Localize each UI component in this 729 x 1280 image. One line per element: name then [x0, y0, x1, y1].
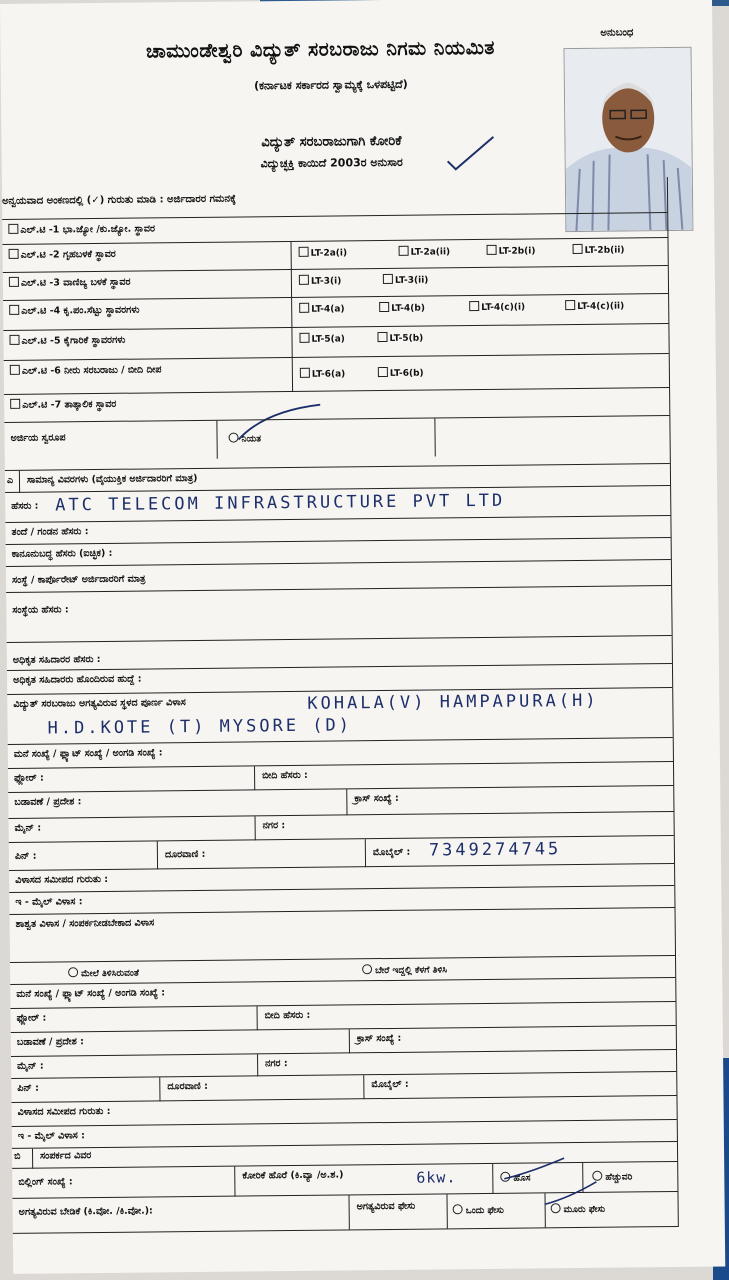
floor-row: ಫ್ಲೋರ್ : ಬೀದಿ ಹೆಸರು :: [8, 761, 673, 793]
contact-row-2: ಪಿನ್ : ದೂರವಾಣಿ : ಮೊಬೈಲ್ :: [11, 1071, 676, 1103]
house-row: ಮನೆ ಸಂಖ್ಯೆ / ಫ್ಲ್ಯಾಟ್ ಸಂಖ್ಯೆ / ಅಂಗಡಿ ಸಂಖ್ಯೆ :: [8, 737, 673, 769]
checkbox[interactable]: [377, 332, 387, 342]
name-row: ಹೆಸರು : ATC TELECOM INFRASTRUCTURE PVT LTD: [5, 485, 670, 523]
checkbox[interactable]: [299, 247, 309, 257]
checkbox[interactable]: [9, 335, 19, 345]
house-row-2: ಮನೆ ಸಂಖ್ಯೆ / ಫ್ಲ್ಯಾಟ್ ಸಂಖ್ಯೆ / ಅಂಗಡಿ ಸಂಖ್ಯೆ :: [10, 977, 675, 1009]
radio[interactable]: [229, 433, 239, 443]
mobile-value: 7349274745: [428, 839, 562, 861]
name-value: ATC TELECOM INFRASTRUCTURE PVT LTD: [55, 490, 506, 516]
form-title: ವಿದ್ಯುತ್ ಸರಬರಾಜುಗಾಗಿ ಕೋರಿಕೆ: [261, 133, 402, 151]
checkbox[interactable]: [299, 303, 309, 313]
area-row: ಬಡಾವಣೆ / ಪ್ರದೇಶ : ಕ್ರಾಸ್ ಸಂಖ್ಯೆ :: [8, 785, 673, 819]
checkbox[interactable]: [383, 274, 393, 284]
radio[interactable]: [362, 964, 372, 974]
floor-row-2: ಫ್ಲೋರ್ : ಬೀದಿ ಹೆಸರು :: [11, 1001, 676, 1033]
load-value: 6kw.: [416, 1168, 457, 1187]
checkbox[interactable]: [10, 399, 20, 409]
checkbox[interactable]: [9, 249, 19, 259]
radio[interactable]: [453, 1204, 463, 1214]
contact-row: ಪಿನ್ : ದೂರವಾಣಿ : ಮೊಬೈಲ್ : 7349274745: [9, 835, 674, 871]
surname-row: ಕಾನೂನುಬದ್ಧ ಹೆಸರು (ಐಚ್ಛಿಕ) :: [6, 537, 671, 567]
checkbox[interactable]: [10, 365, 20, 375]
email-row: ಇ - ಮೈಲ್ ವಿಳಾಸ :: [9, 885, 674, 915]
category-row-7: ಎಲ್.ಟಿ -7 ತಾತ್ಕಾಲಿಕ ಸ್ಥಾವರ: [4, 387, 669, 423]
category-row-5: ಎಲ್.ಟಿ -5 ಕೈಗಾರಿಕೆ ಸ್ಥಾವರಗಳು LT-5(a) LT-5(b): [3, 323, 668, 361]
main-row: ಮೈನ್ : ನಗರ :: [9, 811, 674, 843]
checkbox[interactable]: [8, 224, 18, 234]
address-choice-row: ಮೇಲೆ ತಿಳಿಸಿರುವಂತೆ ಬೇರೆ ಇದ್ದಲ್ಲಿ ಕೆಳಗೆ ತಿಳಿಸಿ: [10, 955, 675, 985]
form-subtitle: ವಿದ್ಯುಚ್ಛಕ್ತಿ ಕಾಯಿದೆ 2003ರ ಅನುಸಾರ: [260, 155, 403, 171]
area-row-2: ಬಡಾವಣೆ / ಪ್ರದೇಶ : ಕ್ರಾಸ್ ಸಂಖ್ಯೆ :: [11, 1025, 676, 1057]
signature-tick: [441, 131, 501, 177]
corner-mark: ಅನುಬಂಧ: [600, 27, 634, 39]
checkbox[interactable]: [573, 244, 583, 254]
company-title: ಚಾಮುಂಡೇಶ್ವರಿ ವಿದ್ಯುತ್ ಸರಬರಾಜು ನಿಗಮ ನಿಯಮಿತ: [145, 36, 496, 63]
phase-row: ಅಗತ್ಯವಿರುವ ಬೇಡಿಕೆ (ಕಿ.ವೋ. /ಕಿ.ವೋ.): ಅಗತ್ಯವಿರುವ ಫೇಸು ಒಂದು ಫೇಸು ಮೂರು ಫೇಸು: [13, 1191, 678, 1234]
category-row-2: ಎಲ್.ಟಿ -2 ಗೃಹಬಳಕೆ ಸ್ಥಾವರ LT-2a(i) LT-2a(ii) LT-2b(i) LT-2b(ii): [3, 237, 668, 273]
checkbox[interactable]: [9, 277, 19, 287]
category-row-6: ಎಲ್.ಟಿ -6 ನೀರು ಸರಬರಾಜು / ಬೀದಿ ದೀಪ LT-6(a) LT-6(b): [4, 353, 669, 395]
org-row: ಸಂಸ್ಥೆ / ಕಾರ್ಪೊರೇಟ್ ಅರ್ಜಿದಾರರಿಗೆ ಮಾತ್ರ: [6, 559, 671, 593]
checkbox[interactable]: [469, 301, 479, 311]
section-a-heading: ಎ ಸಾಮಾನ್ಯ ವಿವರಗಳು (ವೈಯುಕ್ತಿಕ ಅರ್ಜಿದಾರರಿಗೆ ಮಾತ್ರ): [5, 463, 670, 493]
comm-address-row: ಶಾಶ್ವತ ವಿಳಾಸ / ಸಂಪರ್ಕನೀಡಬೇಕಾದ ವಿಳಾಸ: [10, 907, 675, 963]
radio[interactable]: [68, 967, 78, 977]
checkbox[interactable]: [378, 367, 388, 377]
father-row: ತಂದೆ / ಗಂಡನ ಹೆಸರು :: [5, 515, 670, 545]
instruction-text: ಅನ್ವಯವಾದ ಅಂಕಣದಲ್ಲಿ (✓) ಗುರುತು ಮಾಡಿ : ಅರ್ಜಿದಾರರ ಗಮನಕ್ಕೆ: [2, 193, 236, 207]
address-line-1: KOHALA(V) HAMPAPURA(H): [307, 690, 599, 714]
checkbox[interactable]: [299, 333, 309, 343]
main-row-2: ಮೈನ್ : ನಗರ :: [11, 1049, 676, 1079]
checkbox[interactable]: [565, 300, 575, 310]
auth-desig-row: ಅಧಿಕೃತ ಸಹಿದಾರರು ಹೊಂದಿರುವ ಹುದ್ದೆ :: [7, 663, 672, 695]
load-row: ಬಿಲ್ಲಿಂಗ್ ಸಂಖ್ಯೆ : ಕೋರಿಕೆ ಹೊರೆ (ಕಿ.ವ್ಯಾ /ಅ.ಶ.) 6kw. ಹೊಸ ಹೆಚ್ಚುವರಿ: [12, 1161, 677, 1199]
auth-row: ಅಧಿಕೃತ ಸಹಿದಾರರ ಹೆಸರು :: [7, 635, 672, 671]
check-stroke-phase: [540, 1178, 600, 1209]
checkbox[interactable]: [399, 246, 409, 256]
category-row-1: ಎಲ್.ಟಿ -1 ಭಾ.ಜ್ಯೋ /ಕು.ಜ್ಯೋ. ಸ್ಥಾವರ: [2, 212, 667, 244]
email-row-2: ಇ - ಮೈಲ್ ವಿಳಾಸ :: [12, 1119, 677, 1149]
landmark-row: ವಿಳಾಸದ ಸಮೀಪದ ಗುರುತು :: [9, 863, 674, 893]
category-row-4: ಎಲ್.ಟಿ -4 ಕೃ.ಪಂ.ಸೆಟ್ಟು ಸ್ಥಾವರಗಳು LT-4(a) LT-4(b) LT-4(c)(i) LT-4(c)(ii): [3, 293, 668, 331]
landmark-row-2: ವಿಳಾಸದ ಸಮೀಪದ ಗುರುತು :: [11, 1095, 676, 1127]
address-row: ವಿದ್ಯುತ್ ಸರಬರಾಜು ಅಗತ್ಯವಿರುವ ಸ್ಥಳದ ಪೂರ್ಣ ವಿಳಾಸ KOHALA(V) HAMPAPURA(H) H.D.KOTE (T) MYSORE (D): [7, 687, 672, 745]
supply-type-row: ಅರ್ಜಿಯ ಸ್ವರೂಪ ನಿಯತ: [4, 415, 669, 461]
address-line-2: H.D.KOTE (T) MYSORE (D): [47, 715, 353, 739]
checkbox[interactable]: [487, 245, 497, 255]
checkbox[interactable]: [299, 275, 309, 285]
company-subtitle: (ಕರ್ನಾಟಕ ಸರ್ಕಾರದ ಸ್ವಾಮ್ಯಕ್ಕೆ ಒಳಪಟ್ಟಿದೆ): [253, 77, 408, 93]
checkbox[interactable]: [300, 368, 310, 378]
org-name-row: ಸಂಸ್ಥೆಯ ಹೆಸರು :: [6, 585, 671, 643]
checkbox[interactable]: [9, 305, 19, 315]
category-row-3: ಎಲ್.ಟಿ -3 ವಾಣಿಜ್ಯ ಬಳಕೆ ಸ್ಥಾವರ LT-3(i) LT-3(ii): [3, 265, 668, 301]
section-b-heading: ಬಿ ಸಂಪರ್ಕದ ವಿವರ: [12, 1141, 677, 1169]
checkbox[interactable]: [379, 302, 389, 312]
